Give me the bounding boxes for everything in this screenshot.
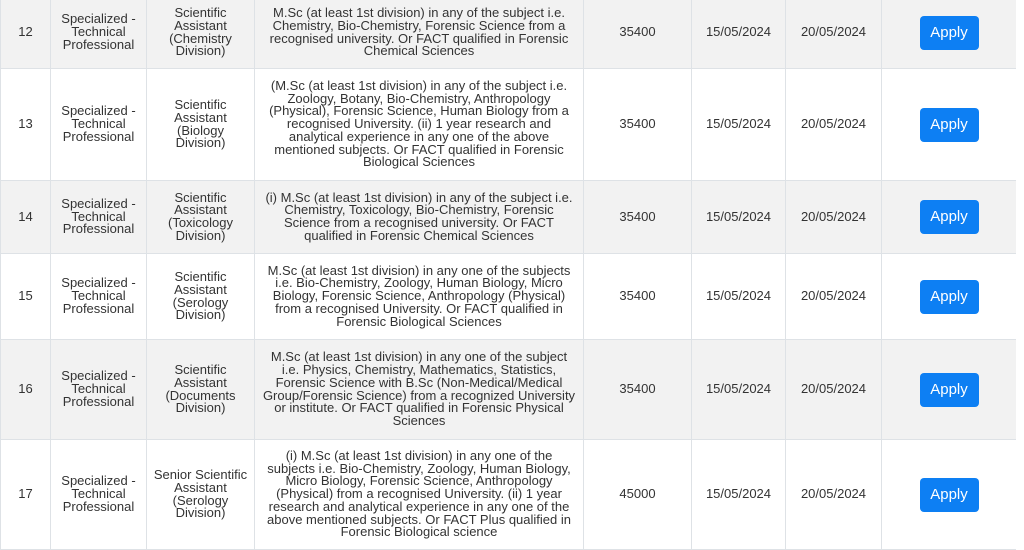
- post-name-cell: Scientific Assistant (Chemistry Division): [147, 0, 255, 69]
- serial-number-cell: 15: [1, 254, 51, 340]
- qualification-cell: M.Sc (at least 1st division) in any one of the subjects i.e. Bio-Chemistry, Zoology, Human Biology, Micro Biology, Forensic Science, Anthropology (Physical) from a recognised University. Or FACT qualified in Forensic Biological Sciences: [255, 254, 584, 340]
- apply-button[interactable]: Apply: [920, 373, 979, 407]
- salary-cell: 35400: [584, 181, 692, 254]
- post-name-cell: Scientific Assistant (Documents Division): [147, 340, 255, 440]
- end-date-cell: 20/05/2024: [786, 340, 882, 440]
- start-date-cell: 15/05/2024: [692, 254, 786, 340]
- table-row: [1, 181, 1017, 254]
- page-right-gutter: [1016, 0, 1024, 550]
- category-cell: Specialized - Technical Professional: [51, 440, 147, 550]
- table-row: [1, 0, 1017, 69]
- action-cell: [882, 69, 1017, 181]
- serial-number-cell: 12: [1, 0, 51, 69]
- qualification-cell: (M.Sc (at least 1st division) in any of the subject i.e. Zoology, Botany, Bio-Chemistry, Anthropology (Physical), Forensic Science, Human Biology from a recognised University. (ii) 1 year research and analytical experience in any one of the above mentioned subjects. Or FACT qualified in Forensic Biological Sciences: [255, 69, 584, 181]
- vacancy-table-body: [1, 0, 1017, 550]
- post-name-cell: Scientific Assistant (Biology Division): [147, 69, 255, 181]
- start-date-cell: 15/05/2024: [692, 440, 786, 550]
- start-date-cell: 15/05/2024: [692, 69, 786, 181]
- table-row: [1, 440, 1017, 550]
- qualification-cell: M.Sc (at least 1st division) in any of the subject i.e. Chemistry, Bio-Chemistry, Forensic Science from a recognised university. Or FACT qualified in Forensic Chemical Sciences: [255, 0, 584, 69]
- apply-button[interactable]: Apply: [920, 16, 979, 50]
- action-cell: [882, 0, 1017, 69]
- action-cell: [882, 181, 1017, 254]
- salary-cell: 35400: [584, 69, 692, 181]
- apply-button[interactable]: Apply: [920, 478, 979, 512]
- serial-number-cell: 16: [1, 340, 51, 440]
- category-cell: Specialized - Technical Professional: [51, 254, 147, 340]
- end-date-cell: 20/05/2024: [786, 69, 882, 181]
- category-cell: Specialized - Technical Professional: [51, 69, 147, 181]
- salary-cell: 45000: [584, 440, 692, 550]
- post-name-cell: Scientific Assistant (Toxicology Division): [147, 181, 255, 254]
- end-date-cell: 20/05/2024: [786, 254, 882, 340]
- action-cell: [882, 340, 1017, 440]
- end-date-cell: 20/05/2024: [786, 440, 882, 550]
- start-date-cell: 15/05/2024: [692, 340, 786, 440]
- action-cell: [882, 254, 1017, 340]
- table-row: [1, 69, 1017, 181]
- qualification-cell: (i) M.Sc (at least 1st division) in any of the subject i.e. Chemistry, Toxicology, Bio-Chemistry, Forensic Science from a recognised university. Or FACT qualified in Forensic Chemical Sciences: [255, 181, 584, 254]
- qualification-cell: M.Sc (at least 1st division) in any one of the subject i.e. Physics, Chemistry, Mathematics, Statistics, Forensic Science with B.Sc (Non-Medical/Medical Group/Forensic Science) from a recognized University or institute. Or FACT qualified in Forensic Physical Sciences: [255, 340, 584, 440]
- qualification-cell: (i) M.Sc (at least 1st division) in any one of the subjects i.e. Bio-Chemistry, Zoology, Human Biology, Micro Biology, Forensic Science, Anthropology (Physical) from a recognised University. (ii) 1 year research and analytical experience in any one of the above mentioned subjects. Or FACT Plus qualified in Forensic Biological science: [255, 440, 584, 550]
- serial-number-cell: 14: [1, 181, 51, 254]
- end-date-cell: 20/05/2024: [786, 181, 882, 254]
- apply-button[interactable]: Apply: [920, 280, 979, 314]
- start-date-cell: 15/05/2024: [692, 181, 786, 254]
- category-cell: Specialized - Technical Professional: [51, 340, 147, 440]
- table-row: [1, 254, 1017, 340]
- salary-cell: 35400: [584, 254, 692, 340]
- start-date-cell: 15/05/2024: [692, 0, 786, 69]
- table-row: [1, 340, 1017, 440]
- salary-cell: 35400: [584, 340, 692, 440]
- salary-cell: 35400: [584, 0, 692, 69]
- apply-button[interactable]: Apply: [920, 200, 979, 234]
- post-name-cell: Scientific Assistant (Serology Division): [147, 254, 255, 340]
- end-date-cell: 20/05/2024: [786, 0, 882, 69]
- serial-number-cell: 13: [1, 69, 51, 181]
- apply-button[interactable]: Apply: [920, 108, 979, 142]
- action-cell: [882, 440, 1017, 550]
- category-cell: Specialized - Technical Professional: [51, 0, 147, 69]
- post-name-cell: Senior Scientific Assistant (Serology Division): [147, 440, 255, 550]
- serial-number-cell: 17: [1, 440, 51, 550]
- category-cell: Specialized - Technical Professional: [51, 181, 147, 254]
